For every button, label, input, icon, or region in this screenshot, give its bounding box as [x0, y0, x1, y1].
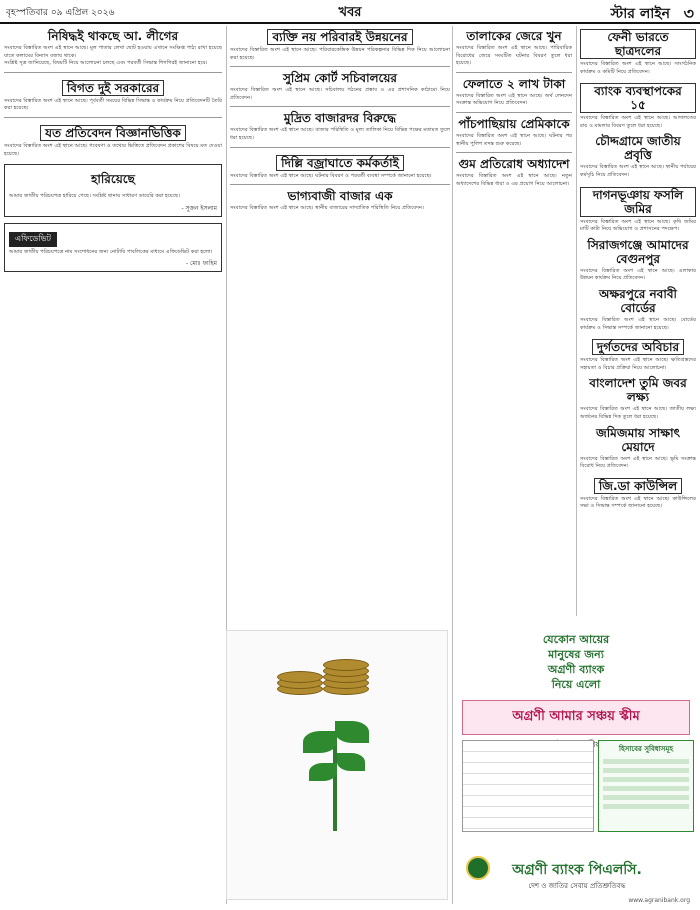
article-body: সংবাদের বিস্তারিত অংশ এই স্থানে আছে। বাজার পরিস্থিতি ও মূল্য তালিকা নিয়ে বিভিন্ন পক্ষের মতামত তুলে ধরা হয়েছে।: [230, 127, 450, 141]
ad-illustration: [226, 630, 448, 900]
article: [456, 77, 572, 108]
article: [456, 157, 572, 188]
article: [580, 336, 696, 372]
column-divider: [576, 26, 577, 616]
article: [580, 26, 696, 76]
article: [456, 29, 572, 68]
classified-signature: - মোঃ ফাহিম: [185, 260, 217, 268]
article-body: সংবাদের বিস্তারিত অংশ এই স্থানে আছে। ভূমি সংক্রান্ত বিরোধ নিয়ে প্রতিবেদন।: [580, 455, 696, 470]
ad-benefits: [598, 740, 694, 832]
article-body: সংবাদের বিস্তারিত অংশ এই স্থানে আছে। স্থানীয় বাজারের সাম্প্রতিক পরিস্থিতি নিয়ে প্রতিবেদন।: [230, 205, 424, 212]
article: [580, 426, 696, 471]
ad-content: [456, 620, 696, 908]
article: [580, 184, 696, 234]
article: [580, 238, 696, 283]
divider: [456, 72, 572, 73]
article: [230, 71, 450, 102]
classified-body: আমার জাতীয় পরিচয়পত্র হারিয়ে গেছে। সংশ্লিষ্ট থানায় সাধারণ ডায়েরি করা হয়েছে।: [9, 193, 180, 200]
article-body: সংবাদের বিস্তারিত অংশ এই স্থানে আছে। পরিবারকেন্দ্রিক উন্নয়ন পরিকল্পনার বিভিন্ন দিক নিয়ে আলোচনা করা হয়েছে।: [230, 47, 450, 61]
divider: [4, 117, 222, 118]
article-body: সংবাদের বিস্তারিত অংশ এই স্থানে আছে। পূর্ববর্তী সময়ের বিভিন্ন সিদ্ধান্ত ও কার্যক্রম নিয়ে প্রতিবেদনটি তৈরি করা হয়েছে।: [4, 97, 222, 112]
article-body: সংবাদের বিস্তারিত অংশ এই স্থানে আছে। কৃষি জমির মাটি কাটা নিয়ে অভিযোগ ও প্রশাসনের পদক্ষেপ।: [580, 218, 696, 233]
article-body: সংবাদের বিস্তারিত অংশ এই স্থানে আছে। বোর্ডের কার্যক্রম ও সিদ্ধান্ত সম্পর্কে জানানো হয়েছে।: [580, 316, 696, 331]
benefits-title: হিসাবের সুবিধাসমূহ: [619, 745, 673, 753]
article-headline: নিষিদ্ধই থাকছে আ. লীগের: [47, 29, 179, 43]
ad-scheme-name: অগ্রণী আমার সঞ্চয় স্কীম: [462, 700, 690, 735]
bank-tagline: দেশ ও জাতির সেবায় প্রতিশ্রুতিবদ্ধ: [528, 882, 626, 890]
article-body: সংবাদের বিস্তারিত অংশ এই স্থানে আছে। মূল পাতার লেখা ছোট হওয়ায় এখানে সংক্ষিপ্ত পাঠ্য রাখা হয়েছে যাতে কলামের বিন্যাস বজায় থাকে।: [4, 45, 222, 59]
article-body: সংবাদের বিস্তারিত অংশ এই স্থানে আছে। অর্থ লেনদেন সংক্রান্ত অভিযোগ নিয়ে প্রতিবেদন।: [456, 92, 572, 107]
article-body: সংবাদের বিস্তারিত অংশ এই স্থানে আছে। স্থানীয় পর্যায়ের কর্মসূচি নিয়ে প্রতিবেদন।: [580, 164, 696, 178]
divider: [230, 147, 450, 148]
article-headline: মুদ্রিত বাজারদর বিরুদ্ধে: [283, 111, 397, 126]
article-body: সংবাদের বিস্তারিত অংশ এই স্থানে আছে। সচিবালয় গঠনের প্রস্তাব ও এর প্রশাসনিক কাঠামো নিয়ে প্রতিবেদন।: [230, 87, 450, 101]
article: [4, 77, 222, 113]
ad-line: মানুষের জন্য: [548, 648, 604, 661]
page-number: ৩: [683, 4, 694, 23]
article: [580, 287, 696, 332]
article-body: সংবাদের বিস্তারিত অংশ এই স্থানে আছে। গবেষণা ও তথ্যের ভিত্তিতে প্রতিবেদন প্রকাশের বিষয়ে মত দেওয়া হয়েছে।: [4, 142, 222, 157]
article-body: সংবাদের বিস্তারিত অংশ এই স্থানে আছে। আদালতের রায় ও মামলার বিবরণ তুলে ধরা হয়েছে।: [580, 115, 696, 129]
article-headline: জি.ডা কাউন্সিল: [594, 478, 682, 494]
article-headline: দিল্লি বজ্রাঘাতে কর্মকর্তাই: [276, 155, 404, 171]
article-headline: সুপ্রিম কোর্ট সচিবালয়ের: [282, 71, 398, 86]
page-header: [0, 0, 700, 24]
article: [580, 80, 696, 130]
column-2: [230, 26, 450, 616]
classified-title: এফিডেভিট: [9, 232, 57, 247]
article-headline: সিরাজগঞ্জে আমাদের বেগুনপুর: [587, 237, 689, 266]
column-3: [456, 26, 572, 616]
article: [580, 475, 696, 511]
article-body: সংবাদের বিস্তারিত অংশ এই স্থানে আছে। পারিবারিক বিরোধের জেরে সংঘটিত ঘটনার বিবরণ তুলে ধরা হয়েছে।: [456, 45, 572, 67]
article: [4, 29, 222, 68]
column-1: [4, 26, 222, 904]
ad-headline: [456, 632, 696, 692]
divider: [230, 66, 450, 67]
article-headline: তালাকের জেরে খুন: [466, 29, 562, 43]
divider: [230, 106, 450, 107]
article-headline: ফেনী ভারতে ছাত্রদলের: [580, 29, 696, 59]
article-body: সংবাদের বিস্তারিত অংশ এই স্থানে আছে। ঘটনার পর স্থানীয় পুলিশ তদন্ত শুরু করেছে।: [456, 132, 572, 147]
article-headline: বাংলাদেশ তুমি জবর লক্ষ্য: [589, 376, 687, 405]
ad-line: যেকোন আয়ের: [542, 633, 610, 646]
article: [456, 117, 572, 148]
article: [580, 134, 696, 179]
newspaper-brand: স্টার লাইন: [610, 6, 670, 22]
classified-title: হারিয়েছে: [91, 172, 135, 187]
article: [230, 111, 450, 142]
article-body: সংবাদের বিস্তারিত অংশ এই স্থানে আছে। ঘটনার বিবরণ ও পরবর্তী ব্যবস্থা সম্পর্কে জানানো হয়েছে।: [230, 172, 432, 179]
article-headline: গুম প্রতিরোধ অধ্যাদেশ: [458, 157, 570, 172]
article-body: সংবাদের বিস্তারিত অংশ এই স্থানে আছে। নতুন অধ্যাদেশের বিভিন্ন ধারা ও এর প্রয়োগ নিয়ে আলোচনা।: [456, 173, 572, 187]
article-body: সংবাদের বিস্তারিত অংশ এই স্থানে আছে। জাতীয় লক্ষ্য অর্জনের বিভিন্ন দিক তুলে ধরা হয়েছে।: [580, 406, 696, 420]
article-body: সংবাদের বিস্তারিত অংশ এই স্থানে আছে। কাউন্সিলের সভা ও সিদ্ধান্ত সম্পর্কে জানানো হয়েছে।: [580, 495, 696, 510]
ad-rate-table: [462, 740, 594, 832]
article-headline: অক্ষরপুরে নবাবী বোর্ডের: [599, 286, 677, 315]
article-headline: ব্যক্তি নয় পরিবারই উন্নয়নের: [267, 29, 412, 45]
article-headline: দুর্গতদের অবিচার: [592, 339, 684, 355]
bank-url: www.agranibank.org: [628, 897, 690, 904]
divider: [4, 72, 222, 73]
classified-affidavit: [4, 223, 222, 273]
article-headline: পাঁচপাছিয়ায় প্রেমিকাকে: [458, 116, 570, 131]
section-title: খবর: [338, 5, 362, 20]
article: [230, 189, 450, 213]
bank-name: অগ্রণী ব্যাংক পিএলসি.: [512, 862, 642, 878]
classified-lost: [4, 164, 222, 217]
bank-advertisement: [226, 620, 700, 908]
article: [230, 26, 450, 62]
article: [580, 376, 696, 421]
article-body: সংবাদের বিস্তারিত অংশ এই স্থানে আছে। সাংগঠনিক কার্যক্রম ও কমিটি নিয়ে প্রতিবেদন।: [580, 61, 696, 75]
divider: [230, 184, 450, 185]
article-headline: ব্যাংক ব্যবস্থাপকের ১৫: [580, 83, 696, 113]
classified-signature: - সুজন ইসলাম: [181, 204, 217, 212]
article-body: সংবাদের বিস্তারিত অংশ এই স্থানে আছে। এলাকার উন্নয়ন কার্যক্রম নিয়ে প্রতিবেদন।: [580, 267, 696, 282]
article-headline: ভাগ্যবাজী বাজার এক: [287, 189, 393, 204]
article-headline: ফেলাতে ২ লাখ টাকা: [462, 76, 566, 91]
article-headline: দাগনভূঞায় ফসলি জমির: [580, 187, 696, 217]
issue-date: বৃহস্পতিবার ০৯ এপ্রিল ২০২৬: [6, 8, 115, 18]
article-headline: যত প্রতিবেদন বিজ্ঞানভিত্তিক: [40, 125, 186, 141]
classified-body: আমার জাতীয় পরিচয়পত্রে নাম সংশোধনের জন্য নোটারি পাবলিকের মাধ্যমে এফিডেভিট করা হলো।: [9, 248, 213, 255]
article: [230, 152, 450, 181]
article-body: সংশ্লিষ্ট সূত্র জানিয়েছে, বিষয়টি নিয়ে আলোচনা চলছে এবং পরবর্তী সিদ্ধান্ত শিগগিরই জানানো হবে।: [4, 60, 208, 67]
article-headline: জমিজমায় সাক্ষাৎ মেয়াদে: [596, 425, 680, 454]
article-headline: চৌদ্দগ্রামে জাতীয় প্রবৃত্তি: [595, 134, 681, 163]
divider: [456, 152, 572, 153]
article-headline: বিগত দুই সরকারের: [62, 80, 164, 96]
article: [4, 122, 222, 158]
ad-line: অগ্রণী ব্যাংক: [547, 663, 605, 676]
article-body: সংবাদের বিস্তারিত অংশ এই স্থানে আছে। ক্ষতিগ্রস্তদের সহায়তা ও বিচার প্রক্রিয়া নিয়ে আলোচনা।: [580, 357, 696, 371]
plant-icon: [295, 691, 375, 831]
ad-line: নিয়ে এলো: [551, 678, 601, 691]
divider: [456, 112, 572, 113]
